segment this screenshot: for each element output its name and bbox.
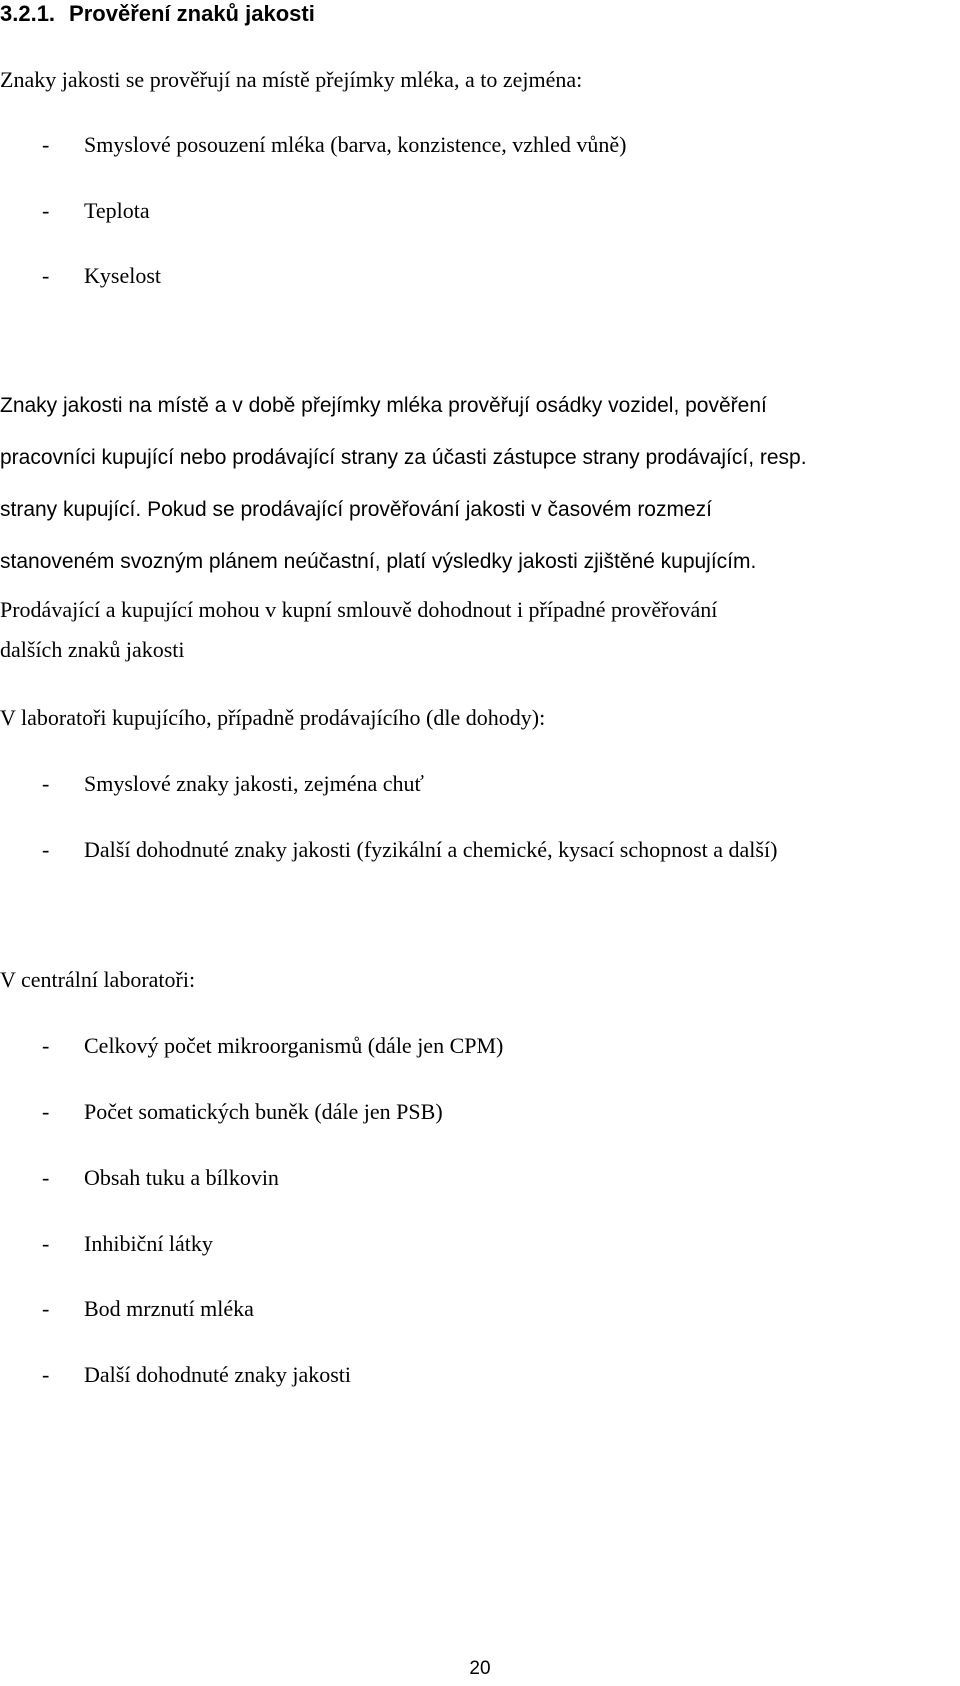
list-item-text: Inhibiční látky xyxy=(84,1231,213,1256)
paragraph-line: stanoveném svozným plánem neúčastní, platí výsledky jakosti zjištěné kupujícím. xyxy=(0,550,757,573)
list-dash: - xyxy=(42,1231,50,1256)
list-item-text: Další dohodnuté znaky jakosti (fyzikální a chemické, kysací schopnost a další) xyxy=(84,837,778,862)
list-item-text: Smyslové znaky jakosti, zejména chuť xyxy=(84,771,424,796)
list-item-text: Kyselost xyxy=(84,263,161,288)
central-lab-heading: V centrální laboratoři: xyxy=(0,967,196,992)
list-dash: - xyxy=(42,132,50,157)
list-dash: - xyxy=(42,198,50,223)
paragraph-line: Prodávající a kupující mohou v kupní smlouvě dohodnout i případné prověřování xyxy=(0,597,718,622)
paragraph-line: dalších znaků jakosti xyxy=(0,637,185,662)
section-number: 3.2.1. xyxy=(0,1,56,26)
list-dash: - xyxy=(42,1165,50,1190)
list-item xyxy=(0,1295,960,1323)
section-heading xyxy=(0,0,315,28)
list-item xyxy=(0,1361,960,1389)
list-item xyxy=(0,1230,960,1258)
list-dash: - xyxy=(42,1033,50,1058)
paragraph-fragment: strany kupující. xyxy=(0,498,142,521)
paragraph-line: Znaky jakosti na místě a v době přejímky mléka prověřují osádky vozidel, pověření xyxy=(0,394,767,417)
list-dash: - xyxy=(42,263,50,288)
list-item xyxy=(0,1164,960,1192)
page-number: 20 xyxy=(469,1658,491,1679)
list-item xyxy=(0,197,960,225)
list-item-text: Bod mrznutí mléka xyxy=(84,1296,254,1321)
list-dash: - xyxy=(42,1362,50,1387)
list-item xyxy=(0,1098,960,1126)
intro-paragraph: Znaky jakosti se prověřují na místě přejímky mléka, a to zejména: xyxy=(0,67,583,92)
list-dash: - xyxy=(42,1099,50,1124)
list-item-text: Smyslové posouzení mléka (barva, konzistence, vzhled vůně) xyxy=(84,132,627,157)
buyer-lab-heading: V laboratoři kupujícího, případně prodávajícího (dle dohody): xyxy=(0,705,546,730)
list-item xyxy=(0,1032,960,1060)
paragraph-fragment: Pokud se prodávající prověřování jakosti v časovém rozmezí xyxy=(147,498,712,521)
list-item-text: Celkový počet mikroorganismů (dále jen CPM) xyxy=(84,1033,504,1058)
paragraph-line xyxy=(0,496,712,524)
list-item xyxy=(0,131,960,159)
list-item xyxy=(0,262,960,290)
section-title: Prověření znaků jakosti xyxy=(69,1,315,26)
list-item xyxy=(0,770,960,798)
list-dash: - xyxy=(42,771,50,796)
list-item-text: Počet somatických buněk (dále jen PSB) xyxy=(84,1099,443,1124)
list-item-text: Další dohodnuté znaky jakosti xyxy=(84,1362,352,1387)
list-item-text: Obsah tuku a bílkovin xyxy=(84,1165,279,1190)
list-item-text: Teplota xyxy=(84,198,150,223)
list-dash: - xyxy=(42,1296,50,1321)
list-item xyxy=(0,836,960,864)
list-dash: - xyxy=(42,837,50,862)
paragraph-line: pracovníci kupující nebo prodávající strany za účasti zástupce strany prodávající, resp. xyxy=(0,446,807,469)
